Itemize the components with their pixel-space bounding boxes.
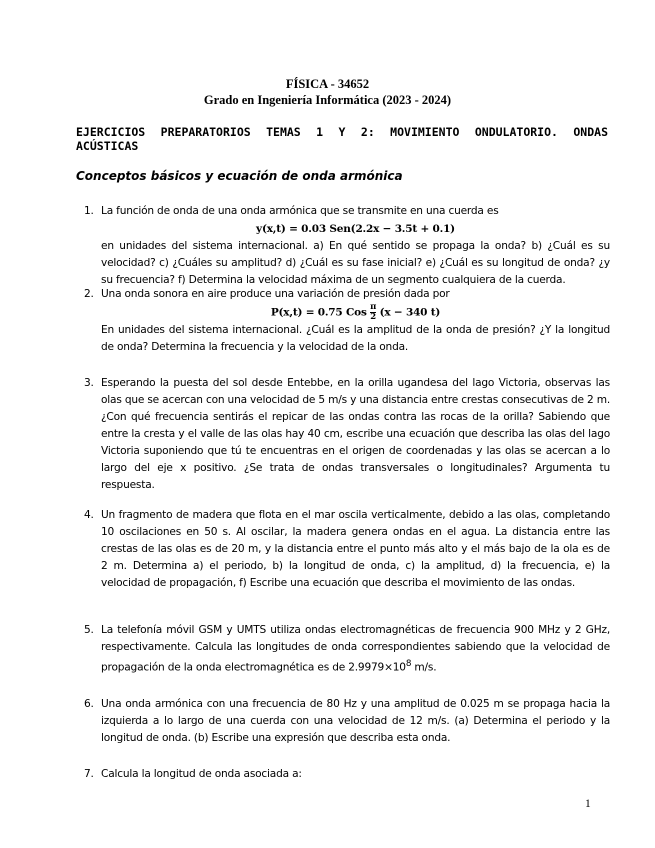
fraction-denominator: 2 [370,312,376,322]
exercise-4 [84,507,610,592]
exercise-text: Calcula la longitud de onda asociada a: [101,768,302,780]
exercise-number: 7. [84,768,94,780]
subheading: Conceptos básicos y ecuación de onda armónica [76,169,403,183]
fraction [370,303,376,322]
exercise-7 [84,766,610,783]
exercise-text: Un fragmento de madera que flota en el mar oscila verticalmente, debido a las olas, completando 10 oscilaciones en 50 s. Al oscilar, la madera genera ondas en el agua. La distancia entre las crestas de las olas es de 20 m, y la distancia entre el punto más alto y el más bajo de la ola es de 2 m. Determina a) el periodo, b) la longitud de onda, c) la amplitud, d) la frecuencia, e) la velocidad de propagación, f) Escribe una ecuación que describa el movimiento de las ondas. [101,509,610,589]
exercise-number: 6. [84,698,94,710]
exercise-text: En unidades del sistema internacional. ¿Cuál es la amplitud de la onda de presión? ¿Y la longitud de onda? Determina la frecuencia y la velocidad de la onda. [101,324,610,353]
exercise-number: 4. [84,509,94,521]
fraction-numerator: π [370,302,377,312]
exercise-text: Esperando la puesta del sol desde Entebbe, en la orilla ugandesa del lago Victoria, observas las olas que se acercan con una velocidad de 5 m/s y una distancia entre crestas consecutivas de 2 m. ¿Con qué frecuencia sentirás el repicar de las ondas contra las rocas de la orilla? Sabiendo que entre la cresta y el valle de las olas hay 40 cm, escribe una ecuación que describa las olas del lago Victoria suponiendo que tú te encuentras en el origen de coordenadas y las olas se acercan a lo largo del eje x positivo. ¿Se trata de ondas transversales o longitudinales? Argumenta tu respuesta. [101,377,610,491]
exercise-text: en unidades del sistema internacional. a) En qué sentido se propaga la onda? b) ¿Cuál es su velocidad? c) ¿Cuáles su amplitud? d) ¿Cuál es su fase inicial? e) ¿Cuál es su longitud de onda? ¿y su frecuencia? f) Determina la velocidad máxima de un segmento cualquiera de la cuerda. [101,240,610,286]
exercise-number: 3. [84,377,94,389]
exercise-intro: La función de onda de una onda armónica que se transmite en una cuerda es [101,205,499,217]
exponent: 8 [405,659,412,669]
exercise-text: Una onda armónica con una frecuencia de 80 Hz y una amplitud de 0.025 m se propaga hacia la izquierda a lo largo de una cuerda con una velocidad de 12 m/s. (a) Determina el periodo y la longitud de onda. (b) Escribe una expresión que describa esta onda. [101,698,610,744]
equation-lhs: P(x,t) = 0.75 Cos [270,306,367,319]
pressure-equation [101,303,610,322]
course-title: FÍSICA - 34652 [285,77,370,91]
page-number: 1 [585,798,591,810]
course-subtitle: Grado en Ingeniería Informática (2023 - 2024) [203,93,452,107]
exercise-3 [84,375,610,494]
exercise-intro: Una onda sonora en aire produce una variación de presión dada por [101,288,450,300]
equation-rhs: (x − 340 t) [379,306,441,319]
exercise-number: 2. [84,288,94,300]
exercise-number: 5. [84,624,94,636]
text-before: La telefonía móvil GSM y UMTS utiliza ondas electromagnéticas de frecuencia 900 MHz y 2 GHz, respectivamente. Calcula las longitudes de onda correspondientes sabiendo que la velocidad de propagación de la onda electromagnética es de 2.9979×10 [101,624,610,674]
exercise-6 [84,696,610,747]
exercise-5 [84,622,610,677]
section-title: EJERCICIOS PREPARATORIOS TEMAS 1 Y 2: MOVIMIENTO ONDULATORIO. ONDAS ACÚSTICAS [76,125,608,153]
exercise-number: 1. [84,205,94,217]
wave-equation: y(x,t) = 0.03 Sen(2.2x − 3.5t + 0.1) [256,223,455,235]
exercise-2 [84,286,610,356]
exercise-text [101,622,610,677]
exercise-1 [84,203,610,289]
text-after: m/s. [411,661,437,674]
